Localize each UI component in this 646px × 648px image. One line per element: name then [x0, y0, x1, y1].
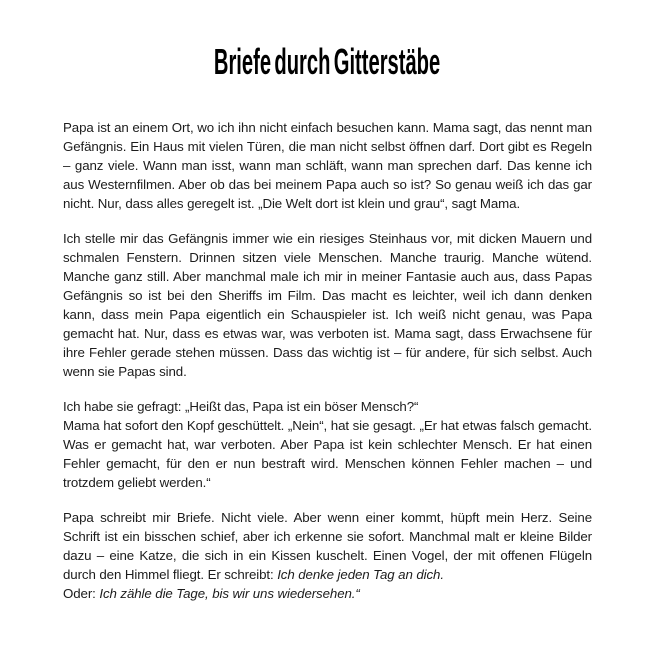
paragraph-3-question: Ich habe sie gefragt: „Heißt das, Papa ist ein böser Mensch?“ — [63, 399, 419, 414]
page-title — [63, 42, 592, 82]
paragraph-4-lead: Papa schreibt mir Briefe. Nicht viele. Aber wenn einer kommt, hüpft mein Herz. Seine Schrift ist ein bisschen schief, aber ich erkenne sie sofort. Manchmal malt er kleine Bilder dazu – eine Katze, die sich in ein Kissen kuschelt. Einen Vogel, der mit offenen Flügeln durch den Himmel fliegt. Er schreibt: — [63, 510, 592, 582]
paragraph-3-answer: Mama hat sofort den Kopf geschüttelt. „Nein“, hat sie gesagt. „Er hat etwas falsch gemacht. Was er gemacht hat, war verboten. Aber Papa ist kein schlechter Mensch. Er hat einen Fehler gemacht, für den er nun bestraft wird. Menschen können Fehler machen – und trotzdem geliebt werden.“ — [63, 418, 592, 490]
paragraph-2: Ich stelle mir das Gefängnis immer wie ein riesiges Steinhaus vor, mit dicken Mauern und schmalen Fenstern. Drinnen sitzen viele Menschen. Manche traurig. Manche wütend. Manche ganz still. Aber manchmal male ich mir in meiner Fantasie auch aus, dass Papas Gefängnis so ist bei den Sheriffs im Film. Das macht es leichter, weil ich dann denken kann, dass mein Papa eigentlich ein Schauspieler ist. Ich weiß nicht genau, was Papa gemacht hat. Nur, dass es etwas war, was verboten ist. Mama sagt, dass Erwachsene für ihre Fehler gerade stehen müssen. Dass das wichtig ist – für andere, für sich selbst. Auch wenn sie Papas sind. — [63, 231, 592, 379]
paragraph-4-letter-quote-2: Ich zähle die Tage, bis wir uns wiedersehen.“ — [99, 586, 360, 601]
paragraph-4-letter-quote-1: Ich denke jeden Tag an dich. — [277, 567, 444, 582]
paragraph-3 — [63, 397, 592, 492]
paragraph-1: Papa ist an einem Ort, wo ich ihn nicht einfach besuchen kann. Mama sagt, das nennt man Gefängnis. Ein Haus mit vielen Türen, die man nicht selbst öffnen darf. Dort gibt es Regeln – ganz viele. Wann man isst, wann man schläft, wann man sprechen darf. Das kenne ich aus Westernfilmen. Aber ob das bei meinem Papa auch so ist? So genau weiß ich das gar nicht. Nur, dass alles geregelt ist. „Die Welt dort ist klein und grau“, sagt Mama. — [63, 120, 592, 211]
page-title-text: Briefe durch Gitterstäbe — [214, 41, 441, 82]
paragraph-4 — [63, 508, 592, 603]
paragraph-4-oder-label: Oder: — [63, 586, 100, 601]
